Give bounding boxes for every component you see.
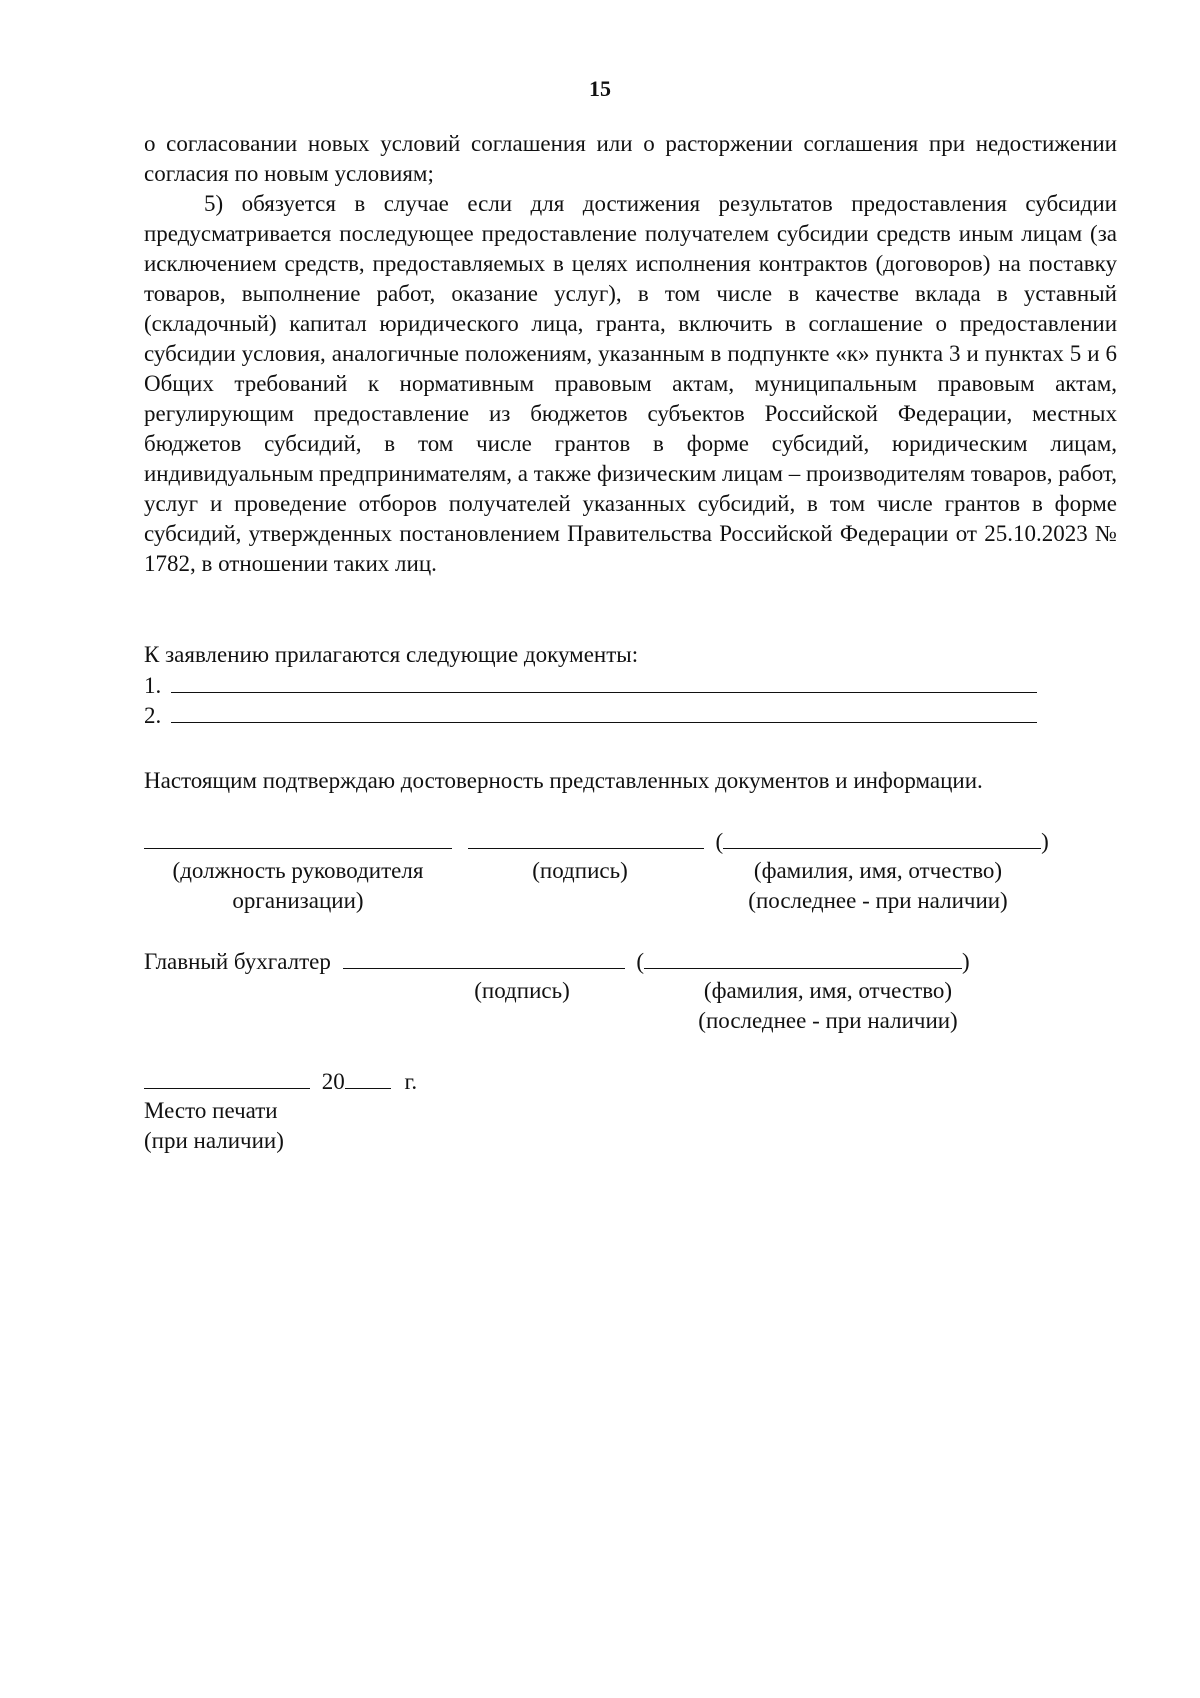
accountant-name-caption-line1: (фамилия, имя, отчество) <box>703 978 953 1003</box>
stamp-label-line2: (при наличии) <box>144 1128 284 1153</box>
accountant-name-close-paren: ) <box>962 949 970 974</box>
paragraph-continuation: о согласовании новых условий соглашения или о расторжении соглашения при недостижении согласия по новым условиям; <box>144 131 1117 186</box>
stamp-label-line1: Место печати <box>144 1098 278 1123</box>
paragraph-item-5: 5) обязуется в случае если для достижения результатов предоставления субсидии предусматривается последующее предоставление получателем субсидии средств иным лицам (за исключением средств, предоставляемых в целях исполнения контрактов (договоров) на поставку товаров, выполнение работ, оказание услуг), в том числе в качестве вклада в уставный (складочный) капитал юридического лица, гранта, включить в соглашение о предоставлении субсидии условия, аналогичные положениям, указанным в подпункте «к» пункта 3 и пунктах 5 и 6 Общих требований к нормативным правовым актам, муниципальным правовым актам, регулирующим предоставление из бюджетов субъектов Российской Федерации, местных бюджетов субсидий, в том числе грантов в форме субсидий, юридическим лицам, индивидуальным предпринимателям, а также физическим лицам – производителям товаров, работ, услуг и проведение отборов получателей указанных субсидий, в том числе грантов в форме субсидий, утвержденных постановлением Правительства Российской Федерации от 25.10.2023 № 1782, в отношении таких лиц. <box>144 191 1117 576</box>
attachment-number-1: 1. <box>144 673 162 698</box>
date-year-prefix: 20 <box>321 1069 345 1094</box>
attachments-heading: К заявлению прилагаются следующие документы: <box>144 642 639 667</box>
date-row <box>144 1066 417 1097</box>
date-year-suffix: г. <box>404 1069 418 1094</box>
accountant-signature-blank[interactable] <box>343 946 625 969</box>
head-position-caption-line2: организации) <box>232 888 364 913</box>
date-year-blank[interactable] <box>345 1066 391 1089</box>
head-name-open-paren: ( <box>715 829 724 854</box>
accountant-name-open-paren: ( <box>636 949 645 974</box>
head-name-close-paren: ) <box>1041 829 1049 854</box>
date-day-month-blank[interactable] <box>144 1066 310 1089</box>
attachment-number-2: 2. <box>144 703 162 728</box>
head-signature-row <box>144 826 1049 857</box>
accountant-signature-caption: (подпись) <box>474 978 570 1003</box>
head-name-caption-line2: (последнее - при наличии) <box>748 888 1008 913</box>
head-position-blank[interactable] <box>144 826 452 849</box>
page-number: 15 <box>589 76 611 101</box>
attachment-row-2 <box>144 700 1037 731</box>
head-position-caption-line1: (должность руководителя <box>172 858 424 883</box>
accountant-name-blank[interactable] <box>644 946 962 969</box>
head-name-caption-line1: (фамилия, имя, отчество) <box>753 858 1003 883</box>
body-text <box>144 129 1117 579</box>
attachment-row-1 <box>144 670 1037 701</box>
accountant-signature-row <box>144 946 970 977</box>
head-signature-blank[interactable] <box>468 826 704 849</box>
head-name-blank[interactable] <box>723 826 1041 849</box>
head-signature-caption: (подпись) <box>532 858 628 883</box>
accountant-name-caption-line2: (последнее - при наличии) <box>698 1008 958 1033</box>
attachment-blank-1[interactable] <box>171 670 1037 693</box>
accountant-label: Главный бухгалтер <box>144 949 331 974</box>
confirmation-text: Настоящим подтверждаю достоверность представленных документов и информации. <box>144 768 983 793</box>
attachment-blank-2[interactable] <box>171 700 1037 723</box>
